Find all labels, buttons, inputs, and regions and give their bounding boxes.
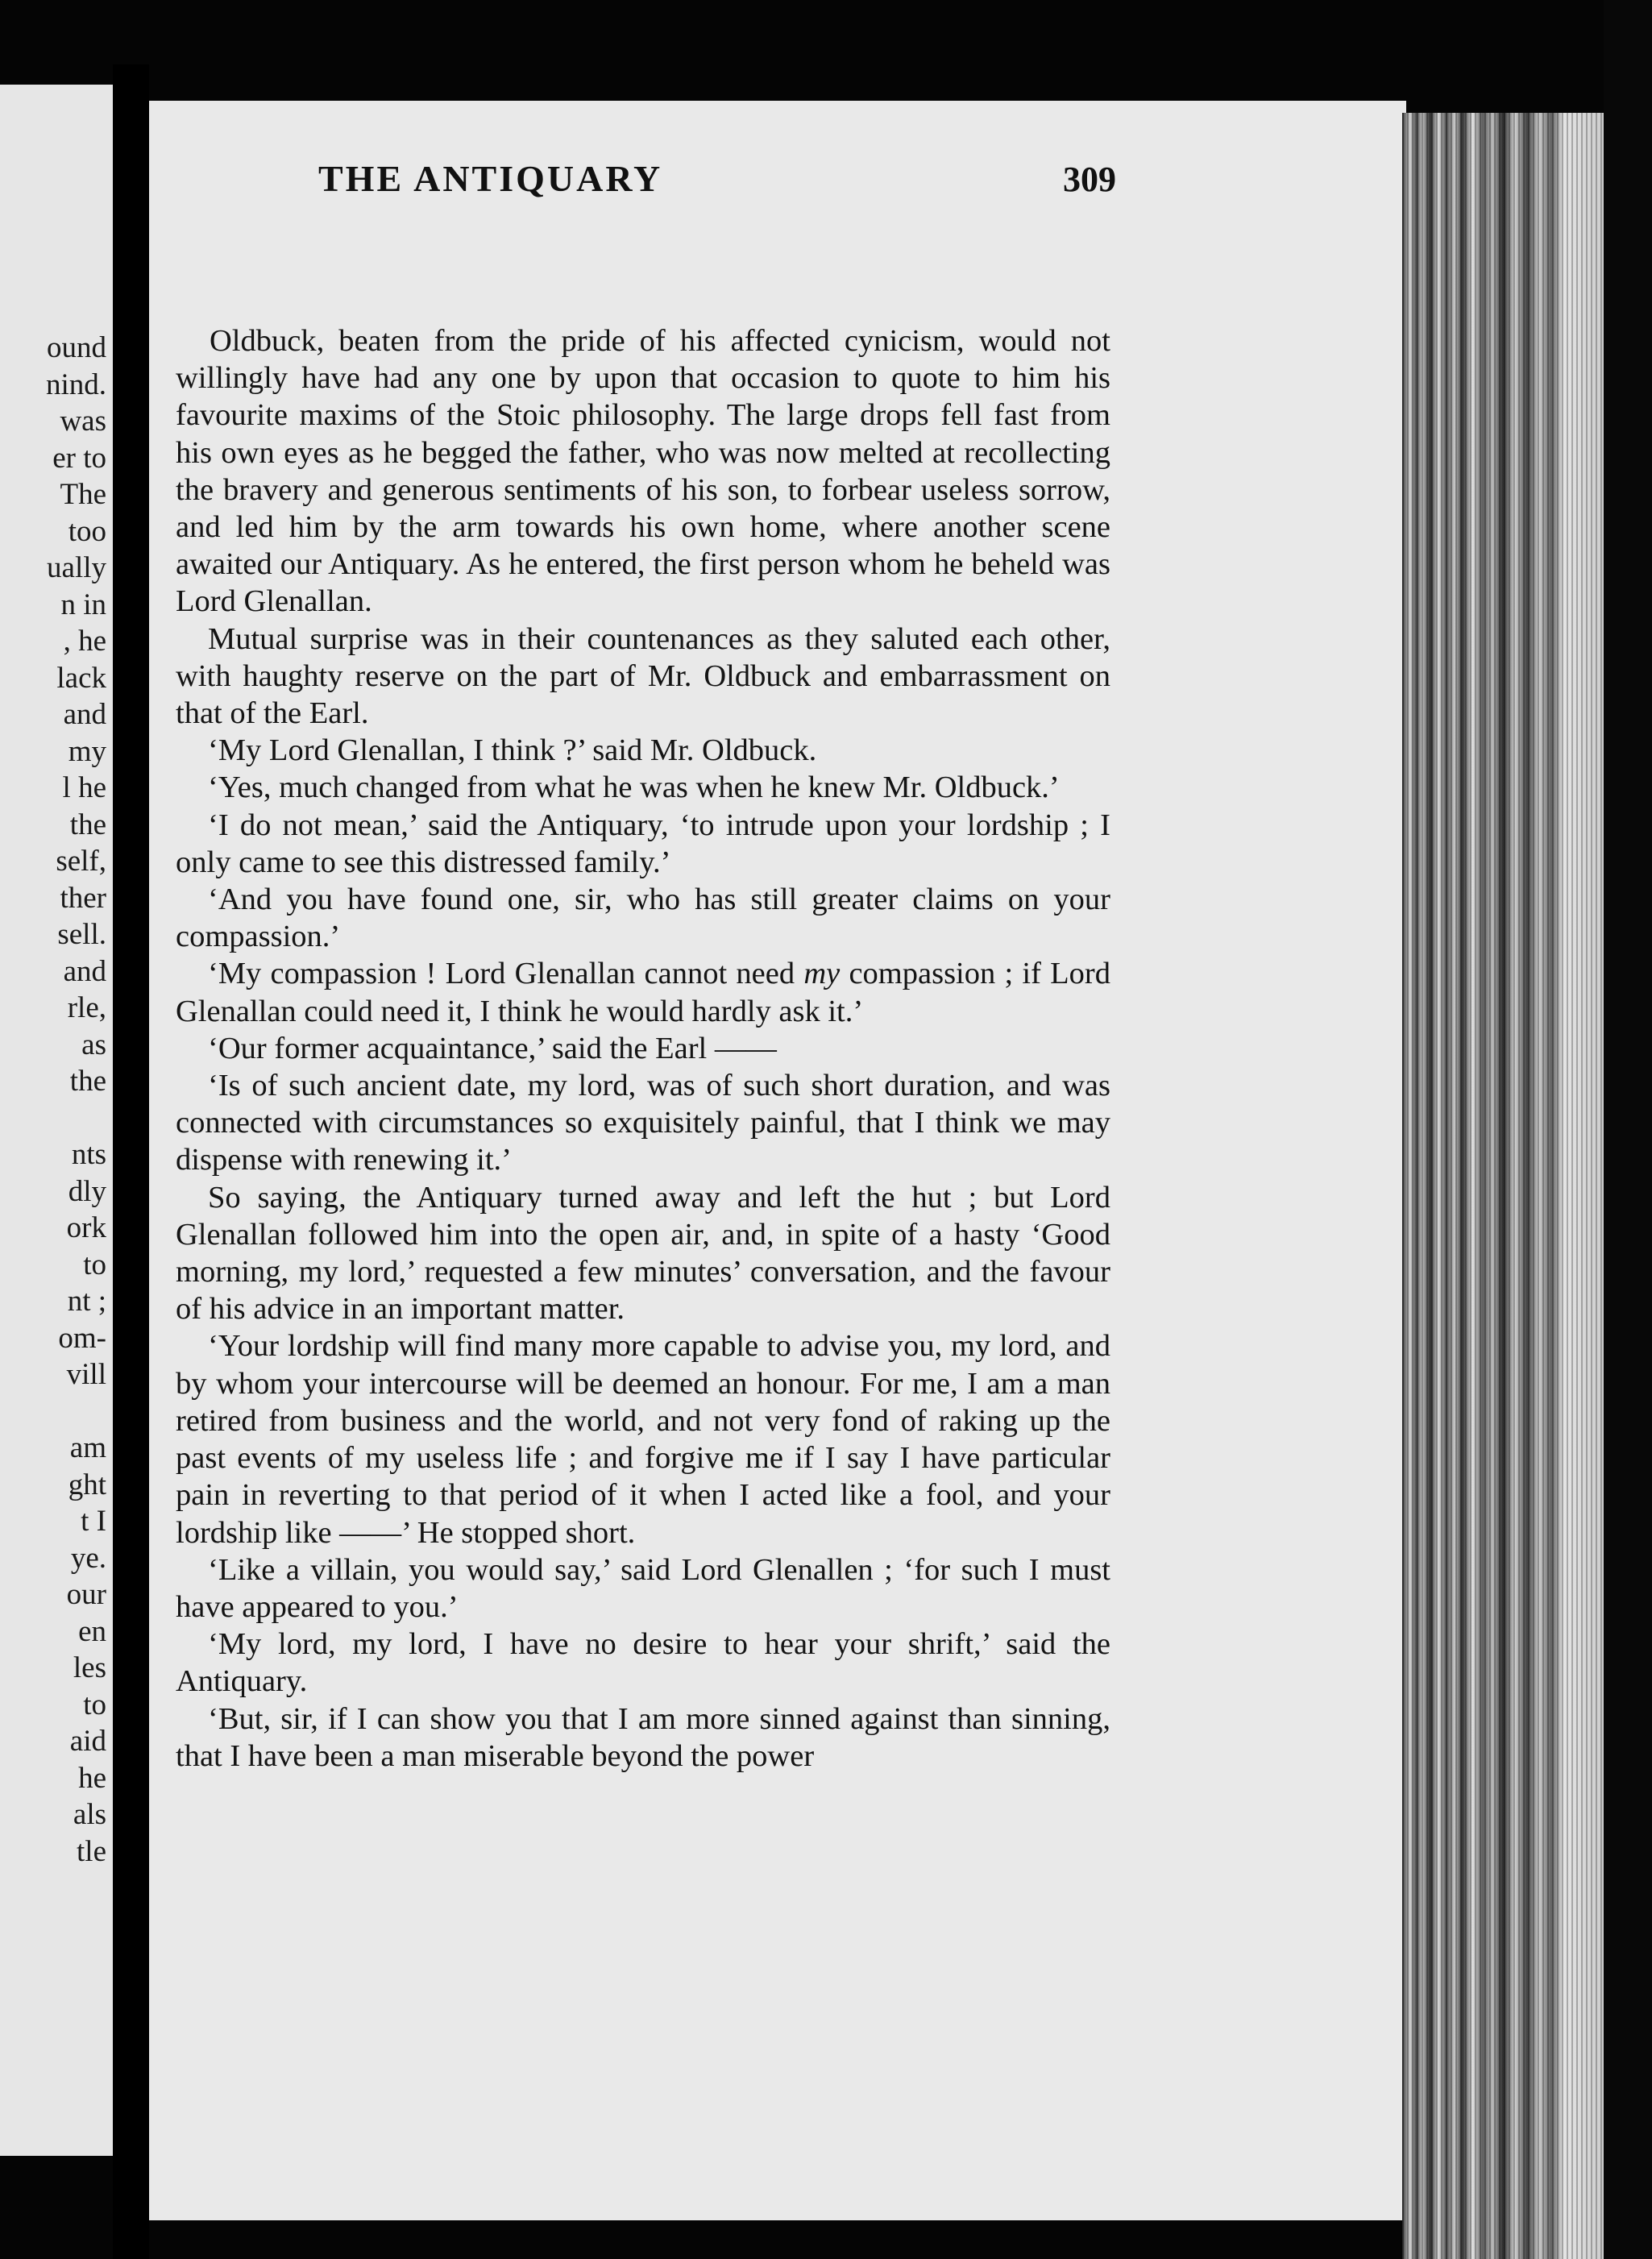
paragraph: Oldbuck, beaten from the pride of his affected cynicism, would not willingly have had any one by upon that occasion to quote to him his favourite maxims of the Stoic philosophy. The large drops fell fast from his own eyes as he begged the father, who was now melted at recollecting the bravery and generous sentiments of his son, to forbear useless sorrow, and led him by the arm towards his own home, where another scene awaited our Antiquary. As he entered, the first person whom he beheld was Lord Glenallan. (176, 324, 1110, 619)
facing-page-fragment: to (83, 1248, 106, 1281)
facing-page-fragment: the (69, 1065, 106, 1098)
facing-page-fragment: self, (56, 845, 106, 878)
facing-page-fragment: l he (62, 771, 106, 804)
facing-page-fragment: ound (47, 331, 106, 364)
facing-page-fragment: the (69, 808, 106, 841)
facing-page-fragment: t I (81, 1505, 106, 1538)
facing-page-fragment: om- (58, 1321, 106, 1355)
facing-page-fragment: lack (56, 661, 106, 695)
paragraph-with-italic (176, 955, 1110, 1029)
facing-page-fragment: he (78, 1761, 106, 1795)
running-title: THE ANTIQUARY (318, 158, 663, 199)
facing-page-fragment: ght (68, 1468, 106, 1501)
facing-page-fragment: sell. (57, 918, 106, 951)
paragraph: ‘Yes, much changed from what he was when he knew Mr. Oldbuck.’ (208, 770, 1060, 805)
facing-page-fragment: to (83, 1688, 106, 1721)
text-run: ‘My compassion ! Lord Glenallan cannot need (208, 957, 804, 991)
facing-page-fragment: , he (63, 625, 106, 658)
facing-page-fragment: als (73, 1798, 106, 1831)
paragraph: ‘Our former acquaintance,’ said the Earl —— (208, 1031, 777, 1065)
scan-right-border (1604, 0, 1652, 2259)
paragraph: ‘Is of such ancient date, my lord, was of such short duration, and was connected with circumstances so exquisitely painful, that I think we may dispense with renewing it.’ (176, 1069, 1110, 1177)
facing-page-fragment: ther (60, 881, 106, 915)
paragraph: ‘I do not mean,’ said the Antiquary, ‘to intrude upon your lordship ; I only came to see this distressed family.’ (176, 808, 1110, 879)
facing-page-fragment: les (73, 1651, 106, 1684)
facing-page-fragment: er to (52, 441, 106, 475)
page-header (318, 157, 1116, 206)
facing-page-fragment: my (68, 734, 106, 768)
paragraph: ‘And you have found one, sir, who has still greater claims on your compassion.’ (176, 882, 1110, 954)
facing-page-fragment: was (60, 405, 106, 438)
facing-page-fragment: nts (71, 1138, 106, 1171)
facing-page-fragment: The (60, 478, 106, 511)
facing-page-edge (0, 85, 113, 2156)
paragraph: ‘Your lordship will find many more capable to advise you, my lord, and by whom your intercourse will be deemed an honour. For me, I am a man retired from business and the world, and not very fond of raking up the past events of my useless life ; and forgive me if I say I have particular pain in reverting to that period of it when I acted like a fool, and your lordship like ——’ He stopped short. (176, 1329, 1110, 1550)
book-fore-edge (1402, 113, 1604, 2259)
body-text (176, 322, 1110, 1775)
page-number: 309 (1063, 160, 1116, 199)
facing-page-fragment: rle, (67, 991, 106, 1024)
facing-page-fragment: and (63, 698, 106, 731)
facing-page-fragment: aid (69, 1725, 106, 1758)
paragraph: ‘My Lord Glenallan, I think ?’ said Mr. Oldbuck. (208, 733, 817, 768)
facing-page-fragment: too (68, 514, 106, 548)
fore-edge-streaks (1402, 113, 1604, 2259)
facing-page-fragment: dly (68, 1174, 106, 1208)
facing-page-fragment: and (63, 954, 106, 988)
paragraph: Mutual surprise was in their countenances as they saluted each other, with haughty reserve on the part of Mr. Oldbuck and embarrassment on that of the Earl. (176, 621, 1110, 731)
facing-page-fragment: en (78, 1614, 106, 1648)
facing-page-fragment: am (69, 1431, 106, 1464)
scan-top-border (0, 0, 1652, 85)
paragraph: ‘But, sir, if I can show you that I am more sinned against than sinning, that I have been a man miserable beyond the power (176, 1701, 1110, 1773)
facing-page-fragment: our (66, 1578, 106, 1611)
paragraph: So saying, the Antiquary turned away and left the hut ; but Lord Glenallan followed him into the open air, and, in spite of a hasty ‘Good morning, my lord,’ requested a few minutes’ conversation, and the favour of his advice in an important matter. (176, 1180, 1110, 1327)
facing-page-fragment: n in (60, 588, 106, 621)
facing-page-fragment: nt ; (67, 1285, 106, 1318)
text-run: compassion ; if Lord Glenallan could need it, I think he would hardly ask it.’ (176, 957, 1110, 1028)
facing-page-fragment: nind. (45, 368, 106, 401)
book-gutter (113, 64, 149, 2259)
facing-page-fragment: ually (47, 551, 106, 584)
facing-page-fragment: tle (77, 1834, 106, 1868)
facing-page-fragment: ye. (70, 1541, 106, 1575)
facing-page-fragment: as (81, 1028, 106, 1061)
facing-page-fragment: ork (66, 1211, 106, 1244)
facing-page-fragment: vill (66, 1358, 106, 1391)
italic-emphasis: my (803, 957, 841, 991)
paragraph: ‘My lord, my lord, I have no desire to hear your shrift,’ said the Antiquary. (176, 1627, 1110, 1699)
paragraph: ‘Like a villain, you would say,’ said Lord Glenallen ; ‘for such I must have appeared to you.’ (176, 1552, 1110, 1624)
